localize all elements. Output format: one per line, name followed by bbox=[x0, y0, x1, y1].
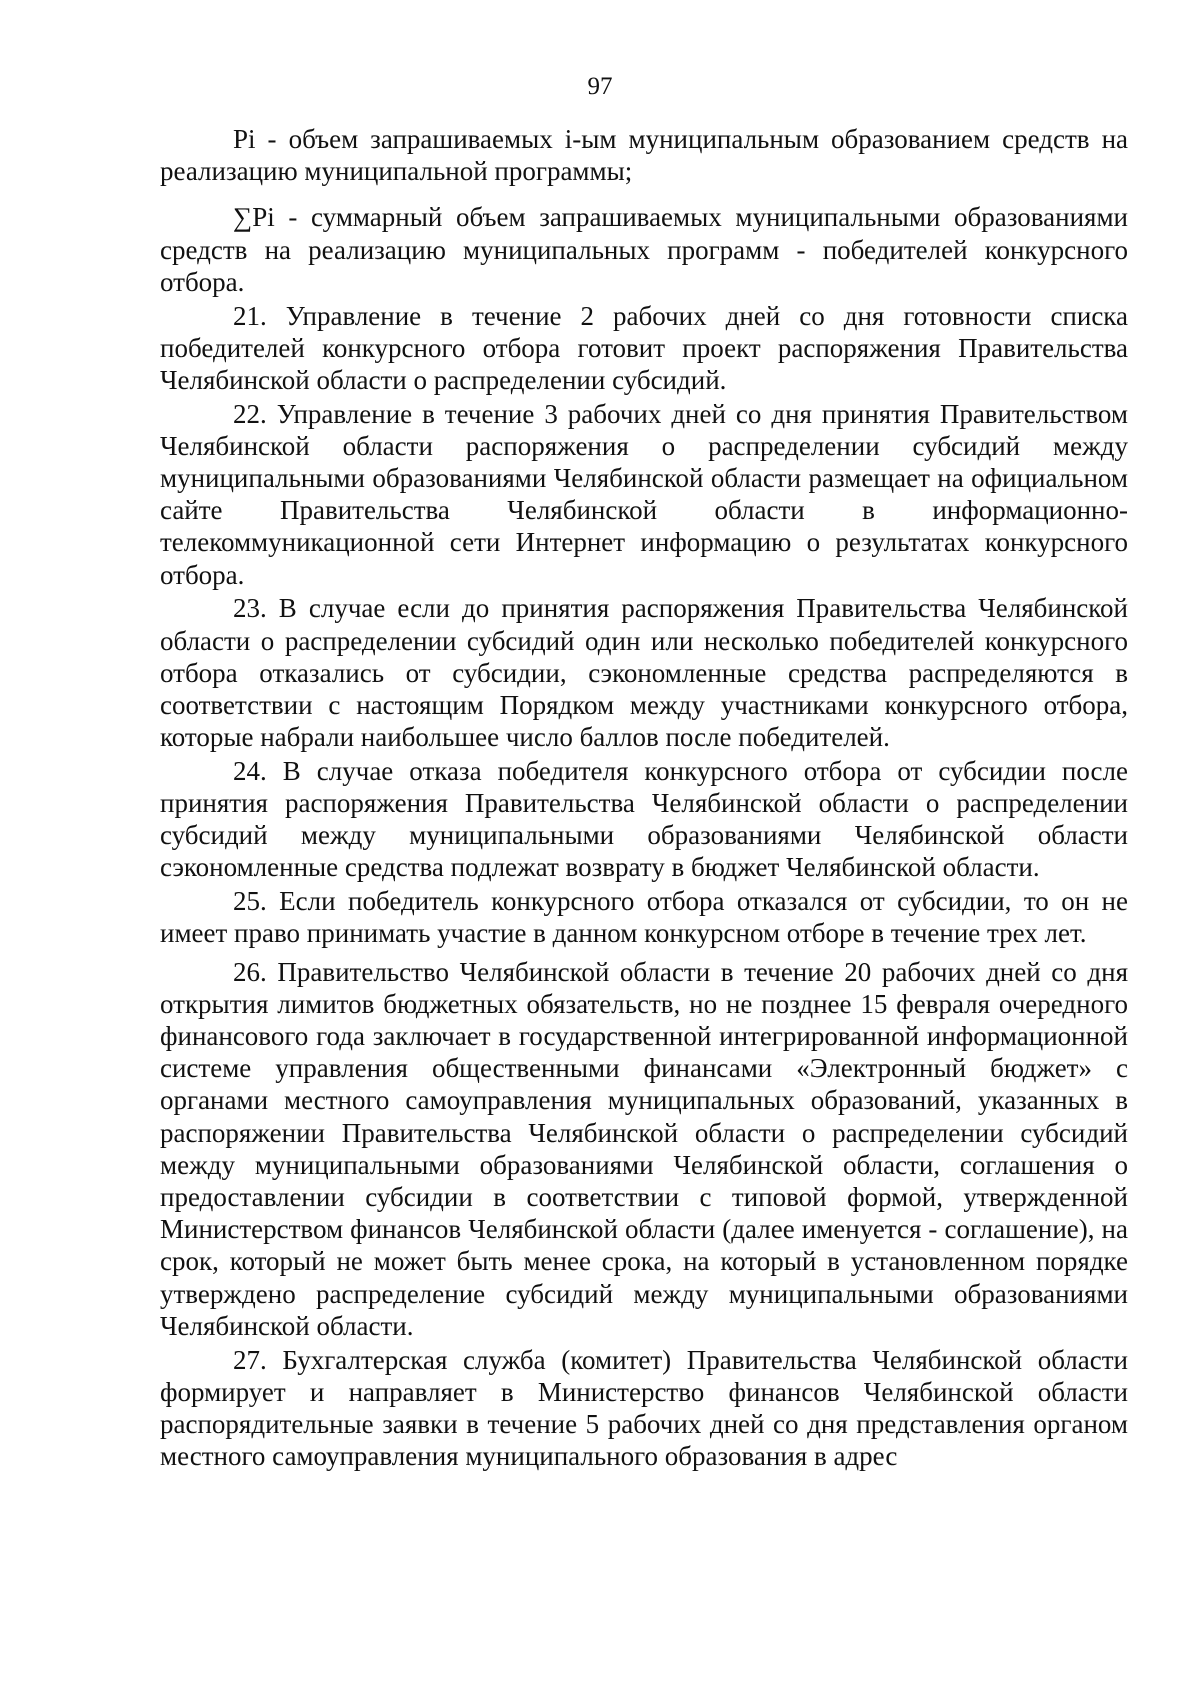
paragraph-item-21: 21. Управление в течение 2 рабочих дней со дня готовности списка победителей конкурсного отбора готовит проект распоряжения Правительства Челябинской области о распределении субсидий. bbox=[160, 300, 1128, 395]
paragraph-item-25: 25. Если победитель конкурсного отбора отказался от субсидии, то он не имеет право принимать участие в данном конкурсном отборе в течение трех лет. bbox=[160, 886, 1128, 949]
paragraph-sum-pi-definition: ∑Pi - суммарный объем запрашиваемых муниципальными образованиями средств на реализацию муниципальных программ - победителей конкурсного отбора. bbox=[160, 202, 1128, 297]
paragraph-item-24: 24. В случае отказа победителя конкурсного отбора от субсидии после принятия распоряжения Правительства Челябинской области о распределении субсидий между муниципальными образованиями Челябинской области сэкономленные средства подлежат возврату в бюджет Челябинской области. bbox=[160, 755, 1128, 883]
paragraph-item-22: 22. Управление в течение 3 рабочих дней со дня принятия Правительством Челябинской области распоряжения о распределении субсидий между муниципальными образованиями Челябинской области размещает на официальном сайте Правительства Челябинской области в информационно-телекоммуникационной сети Интернет информацию о результатах конкурсного отбора. bbox=[160, 398, 1128, 590]
paragraph-item-27: 27. Бухгалтерская служба (комитет) Правительства Челябинской области формирует и направляет в Министерство финансов Челябинской области распорядительные заявки в течение 5 рабочих дней со дня представления органом местного самоуправления муниципального образования в адрес bbox=[160, 1344, 1128, 1472]
paragraph-pi-definition: Pi - объем запрашиваемых i-ым муниципальным образованием средств на реализацию муниципальной программы; bbox=[160, 124, 1128, 187]
paragraph-item-23: 23. В случае если до принятия распоряжения Правительства Челябинской области о распределении субсидий один или несколько победителей конкурсного отбора отказались от субсидии, сэкономленные средства распределяются в соответствии с настоящим Порядком между участниками конкурсного отбора, которые набрали наибольшее число баллов после победителей. bbox=[160, 593, 1128, 753]
document-body bbox=[160, 123, 1128, 1474]
page-number: 97 bbox=[587, 73, 613, 100]
paragraph-item-26: 26. Правительство Челябинской области в течение 20 рабочих дней со дня открытия лимитов бюджетных обязательств, но не позднее 15 февраля очередного финансового года заключает в государственной интегрированной информационной системе управления общественными финансами «Электронный бюджет» с органами местного самоуправления муниципальных образований, указанных в распоряжении Правительства Челябинской области о распределении субсидий между муниципальными образованиями Челябинской области, соглашения о предоставлении субсидии в соответствии с типовой формой, утвержденной Министерством финансов Челябинской области (далее именуется - соглашение), на срок, который не может быть менее срока, на который в установленном порядке утверждено распределение субсидий между муниципальными образованиями Челябинской области. bbox=[160, 956, 1128, 1341]
